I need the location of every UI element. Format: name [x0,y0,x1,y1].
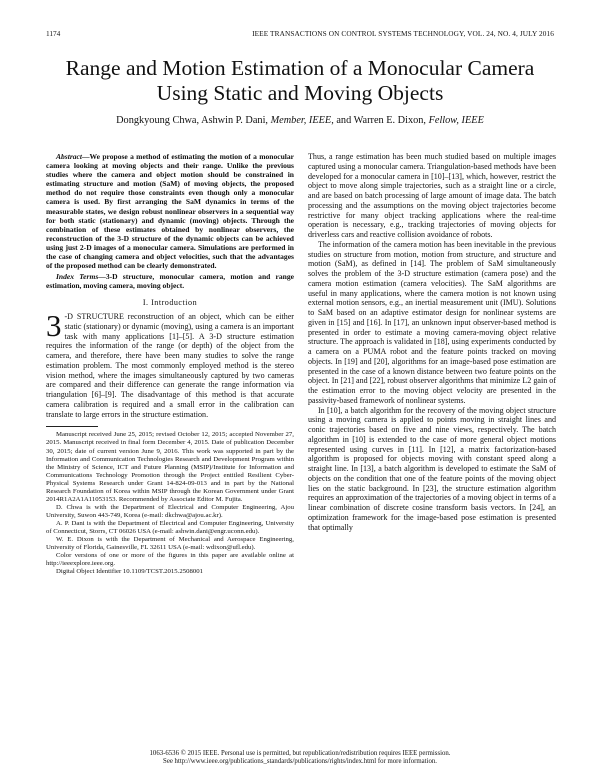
footnote: D. Chwa is with the Department of Electrical and Computer Engineering, Ajou University, Suwon 443-749, Korea (e-mail: dkchwa@ajou.ac.kr). [46,503,294,519]
footnote: W. E. Dixon is with the Department of Mechanical and Aerospace Engineering, University of Florida, Gainesville, FL 32611 USA (e-mail: wdixon@ufl.edu). [46,536,294,552]
right-column [308,152,556,532]
drop-cap: 3 [46,308,62,344]
body-paragraph: Thus, a range estimation has been much studied based on multiple images captured using a monocular camera. Triangulation-based methods have been developed for a monocular camera in [10]–[13], which, however, restrict the object to move along simple trajectories, such as a straight line or a circle, and are based on batch processing of large amount of image data. The batch processing and the assumptions on the moving object trajectories become restrictive for many object tracking applications where the real-time operation is necessary, e.g., tracking trajectories of moving objects for driverless cars and reactive collision avoidance of robots. [308,152,556,239]
authors-text: Dongkyoung Chwa, Ashwin P. Dani, [116,115,271,126]
intro-text: -D STRUCTURE reconstruction of an object, which can be either static (stationary) or dynamic (moving), using a camera is an important task with many applications [1]–[5]. A 3-D structure estimation requires the information of the range (or depth) of the object from the camera, and therefore, there have been many studies to solve the range estimation problem. The most commonly employed method is the stereo vision method, where the images simultaneously captured by two cameras are compared and their difference can generate the range information via triangulation [6]–[9]. The disadvantage of this method is that accurate camera calibration is required and a small error in the calibration can translate to large errors in the structure estimation. [46,312,294,419]
author-line [40,115,560,126]
copyright-line: 1063-6536 © 2015 IEEE. Personal use is permitted, but republication/redistribution requires IEEE permission. [149,750,451,757]
footnote: Color versions of one or more of the figures in this paper are available online at http://ieeexplore.ieee.org. [46,552,294,568]
authors-mid: , and Warren E. Dixon, [331,115,429,126]
abstract [46,152,294,270]
footnote: Digital Object Identifier 10.1109/TCST.2015.2508001 [56,568,203,576]
footnote: Manuscript received June 25, 2015; revised October 12, 2015; accepted November 27, 2015. Manuscript received in final form December 4, 2015. Date of publication December 30, 2015; date of current version June 9, 2016. This work was supported in part by the Information and Communication Technologies Research and Development Program within the Ministry of Science, ICT and Future Planning (MSIP)/Institute for Information and Communications Technology Promotion through the Project entitled Resilient Cyber-Physical Systems Research under Grant 14-824-09-013 and in part by the National Research Foundation of Korea within MSIP through the Korean Government under Grant 2014R1A2A1A11053153. Recommended by Associate Editor M. Fujita. [46,431,294,503]
index-terms-label: Index Terms [56,272,99,282]
paper-title: Range and Motion Estimation of a Monocular Camera Using Static and Moving Objects [65,56,535,105]
left-column [46,152,294,576]
intro-paragraph [46,308,294,419]
member-title: Member, IEEE [270,115,332,126]
body-paragraph: In [10], a batch algorithm for the recovery of the moving object structure using a moving camera is applied to points moving in straight lines and conic trajectories based on five and nine views, respectively. The batch algorithm in [10] is extended to the case of more general object motions represented using curves in [11]. In [12], a matrix factorization-based algorithm is proposed for objects moving with constant speed along a straight line. In [13], a batch algorithm is developed to estimate the SaM of objects on the condition that one of the feature points of the moving object lies on the static background. In [23], the structure estimation algorithm requires an approximation of the trajectories of a moving object in terms of a linear combination of discrete cosine transform basis vectors. In [24], an optimization framework for the image-based pose estimation is presented that optimally [308,405,556,532]
section-heading: I. Introduction [142,298,198,308]
index-terms [46,272,294,290]
copyright-footer [40,750,560,767]
rights-link-line: See http://www.ieee.org/publications_standards/publications/rights/index.html for more information. [163,758,437,766]
page-number: 1174 [46,29,61,38]
journal-header: IEEE TRANSACTIONS ON CONTROL SYSTEMS TECHNOLOGY, VOL. 24, NO. 4, JULY 2016 [252,29,554,38]
index-terms-text: —3-D structure, monocular camera, motion and range estimation, moving camera, moving object. [46,272,295,291]
abstract-text: —We propose a method of estimating the motion of a monocular camera looking at moving objects and their range. Unlike the previous studies where the camera and object motion should be constrained in estimating structure and motion (SaM) of moving objects, the proposed method do not require those constraints even though only a monocular camera is used. By first arranging the SaM dynamics in terms of the measurable states, we design robust nonlinear observers in a sequential way for both static (stationary) and dynamic (moving) objects. Through the combination of these estimates obtained by nonlinear observers, the reconstruction of the 3-D structure of the dynamic objects can be achieved using just 2-D images of a monocular camera. Simulations are performed in the case of changing camera and object velocities, such that the advantages of the proposed method can be clearly demonstrated. [46,152,294,271]
fellow-title: Fellow, IEEE [428,115,484,126]
abstract-label: Abstract [56,152,82,161]
body-paragraph: The information of the camera motion has been inevitable in the previous studies on structure from motion, motion from structure, and structure and motion (SaM), as defined in [14]. The problem of SaM simultaneously solves the problem of the 3-D structure estimation (camera pose) and the camera motion estimation (camera velocities). The SaM algorithms are useful in many applications, where the camera motion is not known using external motion sensors, e.g., an inertial measurement unit (IMU). Solutions to SaM based on an adaptive estimator design for nonlinear systems are given in [15] and [16]. In [17], an unknown input observer-based method is presented in order to estimate a moving camera-moving object relative structure. The approach is validated in [18], using experiments conducted by a camera on a PUMA robot and the feature points tracked on moving objects. In [19] and [20], algorithms for an image-based pose estimation are presented in the case of a known distance between two feature points on the object. In [21] and [22], robust observer algorithms that minimize L2 gain of the estimation error to the moving object velocity are presented in the passivity-based framework of nonlinear systems. [308,239,556,405]
footnote: A. P. Dani is with the Department of Electrical and Computer Engineering, University of Connecticut, Storrs, CT 06026 USA (e-mail: ashwin.dani@engr.uconn.edu). [46,519,294,535]
footnote-rule [46,426,98,427]
